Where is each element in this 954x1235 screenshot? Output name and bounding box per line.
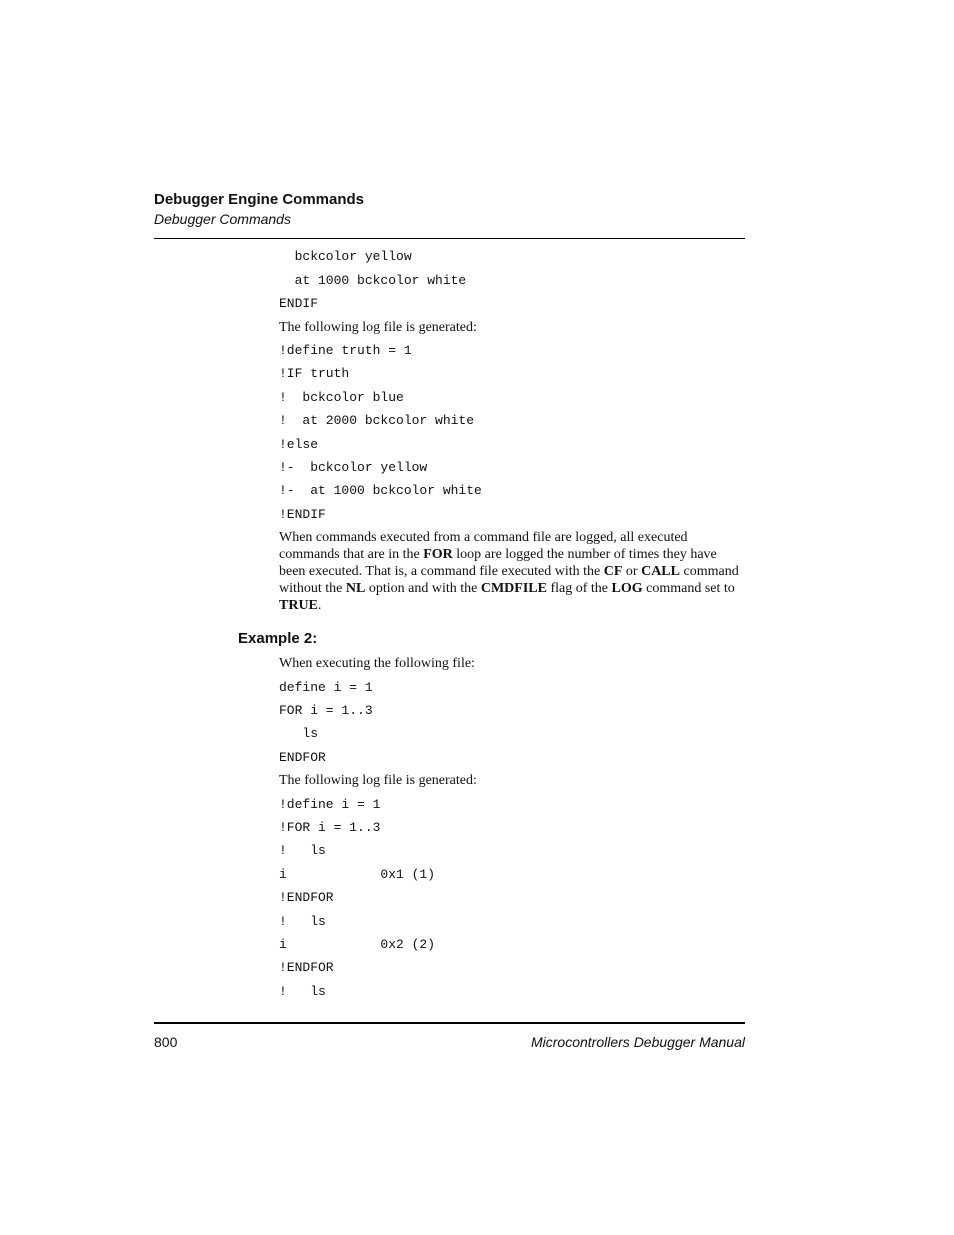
- keyword: NL: [345, 581, 366, 596]
- keyword: CMDFILE: [480, 581, 547, 596]
- example-heading: Example 2:: [238, 630, 318, 647]
- code-line: !- bckcolor yellow: [279, 460, 428, 475]
- code-line: !ENDIF: [279, 507, 326, 522]
- code-line: ENDFOR: [279, 750, 326, 765]
- code-line: !FOR i = 1..3: [279, 820, 381, 835]
- running-header-title: Debugger Engine Commands: [154, 191, 365, 208]
- code-line: FOR i = 1..3: [279, 703, 373, 718]
- code-line: !define i = 1: [279, 797, 381, 812]
- keyword: CF: [603, 564, 623, 579]
- code-line: !IF truth: [279, 366, 350, 381]
- code-line: !- at 1000 bckcolor white: [279, 483, 482, 498]
- keyword: FOR: [423, 547, 453, 562]
- code-line: at 1000 bckcolor white: [279, 273, 467, 288]
- paragraph-logging: When commands executed from a command file are logged, all executed commands that are in the FOR loop are logged the number of times they have been executed. That is, a command file executed with the CF or CALL command without the NL option and with the CMDFILE flag of the LOG command set to TRUE.: [279, 530, 739, 613]
- paragraph: The following log file is generated:: [279, 320, 477, 335]
- code-line: !define truth = 1: [279, 343, 412, 358]
- code-line: ! bckcolor blue: [279, 390, 404, 405]
- code-line: ! ls: [279, 843, 326, 858]
- keyword: LOG: [611, 581, 643, 596]
- paragraph: When executing the following file:: [279, 656, 475, 671]
- code-line: bckcolor yellow: [279, 249, 412, 264]
- code-line: ! at 2000 bckcolor white: [279, 413, 475, 428]
- manual-title: Microcontrollers Debugger Manual: [531, 1034, 745, 1050]
- running-header-subtitle: Debugger Commands: [154, 211, 291, 227]
- code-line: ! ls: [279, 984, 326, 999]
- page-number: 800: [154, 1034, 178, 1050]
- footer-rule: [154, 1022, 745, 1024]
- code-line: !else: [279, 437, 319, 452]
- code-line: ls: [279, 726, 319, 741]
- code-line: ENDIF: [279, 296, 319, 311]
- code-line: ! ls: [279, 914, 326, 929]
- keyword: CALL: [641, 564, 680, 579]
- keyword: TRUE: [279, 598, 318, 613]
- code-line: i 0x1 (1): [279, 867, 436, 882]
- code-line: i 0x2 (2): [279, 937, 436, 952]
- code-line: !ENDFOR: [279, 960, 334, 975]
- code-line: !ENDFOR: [279, 890, 334, 905]
- header-rule: [154, 238, 745, 239]
- paragraph: The following log file is generated:: [279, 773, 477, 788]
- code-line: define i = 1: [279, 680, 373, 695]
